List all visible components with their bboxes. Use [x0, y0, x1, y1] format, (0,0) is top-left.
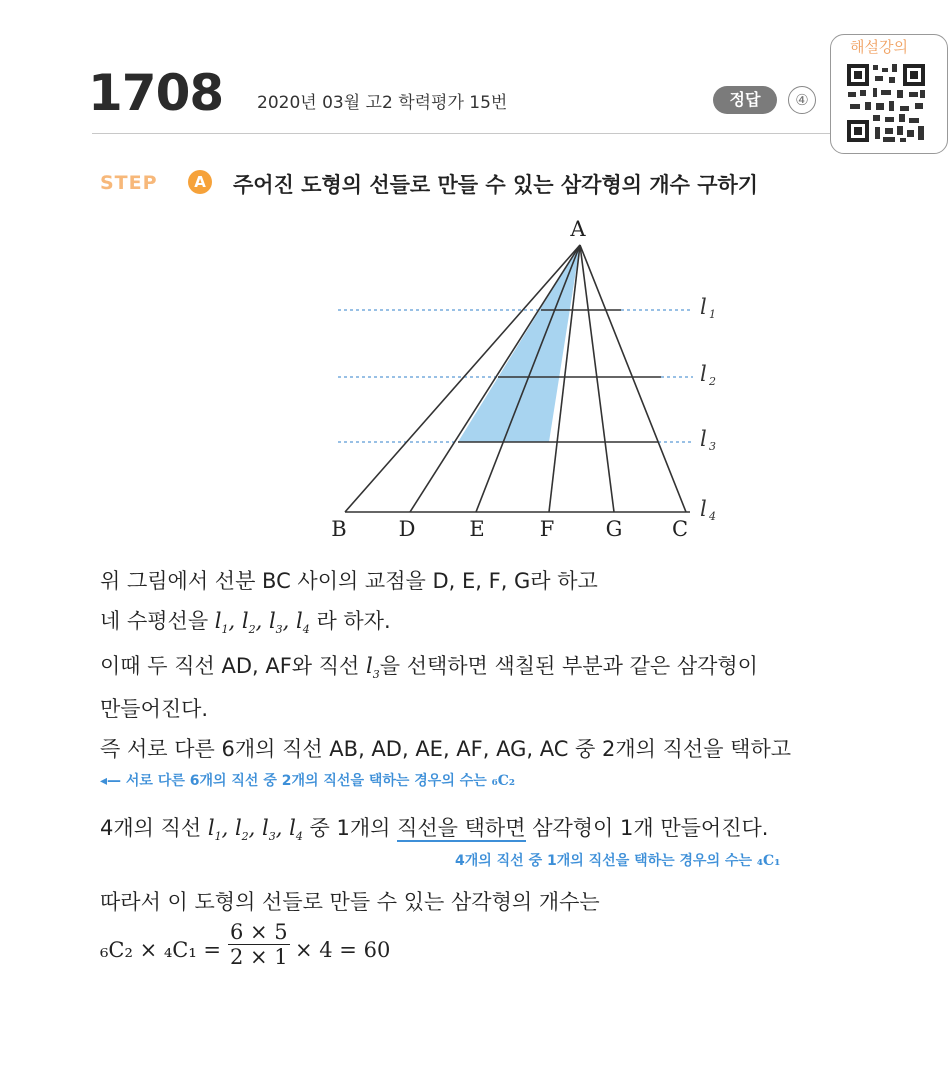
equation-right: × 4 = 60	[295, 938, 391, 962]
label-F: F	[539, 517, 555, 541]
line6-underlined: 직선을 택하면	[397, 816, 526, 840]
label-G: G	[605, 517, 623, 541]
answer-label: 정답	[713, 86, 777, 114]
label-l4-sub: 4	[709, 510, 716, 523]
solution-line-6: 4개의 직선 $l_1$, $l_2$, $l_3$, $l_4$ 중 1개의 직선을 택하면 삼각형이 1개 만들어진다.	[100, 816, 769, 844]
note2-comb: ₄C₁	[756, 853, 781, 869]
solution-line-5: 즉 서로 다른 6개의 직선 AB, AD, AE, AF, AG, AC 중 2개의 직선을 택하고	[100, 737, 792, 761]
note-1	[100, 770, 515, 790]
label-A: A	[570, 217, 586, 241]
qr-code-icon[interactable]	[845, 62, 927, 144]
triangle-figure	[320, 215, 740, 550]
line2-text-b: 라 하자.	[316, 609, 391, 633]
line-AG	[580, 245, 614, 512]
header-divider	[92, 133, 832, 134]
line6-text-c: 삼각형이 1개 만들어진다.	[532, 816, 769, 840]
solution-line-1: 위 그림에서 선분 BC 사이의 교점을 D, E, F, G라 하고	[100, 569, 598, 593]
qr-label: 해설강의	[850, 38, 908, 56]
label-l2: l	[700, 362, 707, 386]
solution-line-3: 이때 두 직선 AD, AF와 직선 $l_3$을 선택하면 색칠된 부분과 같은 삼각형이	[100, 654, 758, 682]
label-D: D	[398, 517, 416, 541]
solution-line-2: 네 수평선을 $l_1$, $l_2$, $l_3$, $l_4$ 라 하자.	[100, 609, 391, 637]
fraction-numerator: 6 × 5	[230, 920, 288, 944]
label-l3: l	[700, 427, 707, 451]
label-l4: l	[700, 497, 707, 521]
label-l2-sub: 2	[709, 375, 716, 388]
solution-line-4: 만들어진다.	[100, 697, 209, 721]
label-l1: l	[700, 295, 707, 319]
problem-number: 1708	[88, 64, 224, 122]
note1-text: ◂— 서로 다른 6개의 직선 중 2개의 직선을 택하는 경우의 수는	[100, 773, 487, 789]
line6-text-b: 중 1개의	[309, 816, 391, 840]
step-title: 주어진 도형의 선들로 만들 수 있는 삼각형의 개수 구하기	[233, 173, 759, 197]
label-E: E	[469, 517, 485, 541]
note-2	[455, 850, 780, 870]
note1-comb: ₆C₂	[491, 773, 516, 789]
label-l1-sub: 1	[709, 308, 716, 321]
line2-text-a: 네 수평선을	[100, 609, 209, 633]
line3-text-b: 을 선택하면 색칠된 부분과 같은 삼각형이	[379, 654, 758, 678]
step-badge: A	[188, 170, 212, 194]
exam-source: 2020년 03월 고2 학력평가 15번	[257, 93, 508, 113]
label-B: B	[331, 517, 347, 541]
line6-text-a: 4개의 직선	[100, 816, 202, 840]
equation-left: ₆C₂ × ₄C₁ =	[100, 938, 222, 962]
fraction-denominator: 2 × 1	[230, 945, 288, 969]
note2-text: 4개의 직선 중 1개의 직선을 택하는 경우의 수는	[455, 853, 753, 869]
answer-value: ④	[788, 86, 816, 114]
step-tag: STEP	[100, 172, 158, 194]
line-AC	[580, 245, 686, 512]
line3-text-a: 이때 두 직선 AD, AF와 직선	[100, 654, 360, 678]
label-l3-sub: 3	[709, 440, 716, 453]
equation-fraction	[228, 920, 290, 969]
solution-line-7: 따라서 이 도형의 선들로 만들 수 있는 삼각형의 개수는	[100, 890, 600, 914]
label-C: C	[671, 517, 689, 541]
